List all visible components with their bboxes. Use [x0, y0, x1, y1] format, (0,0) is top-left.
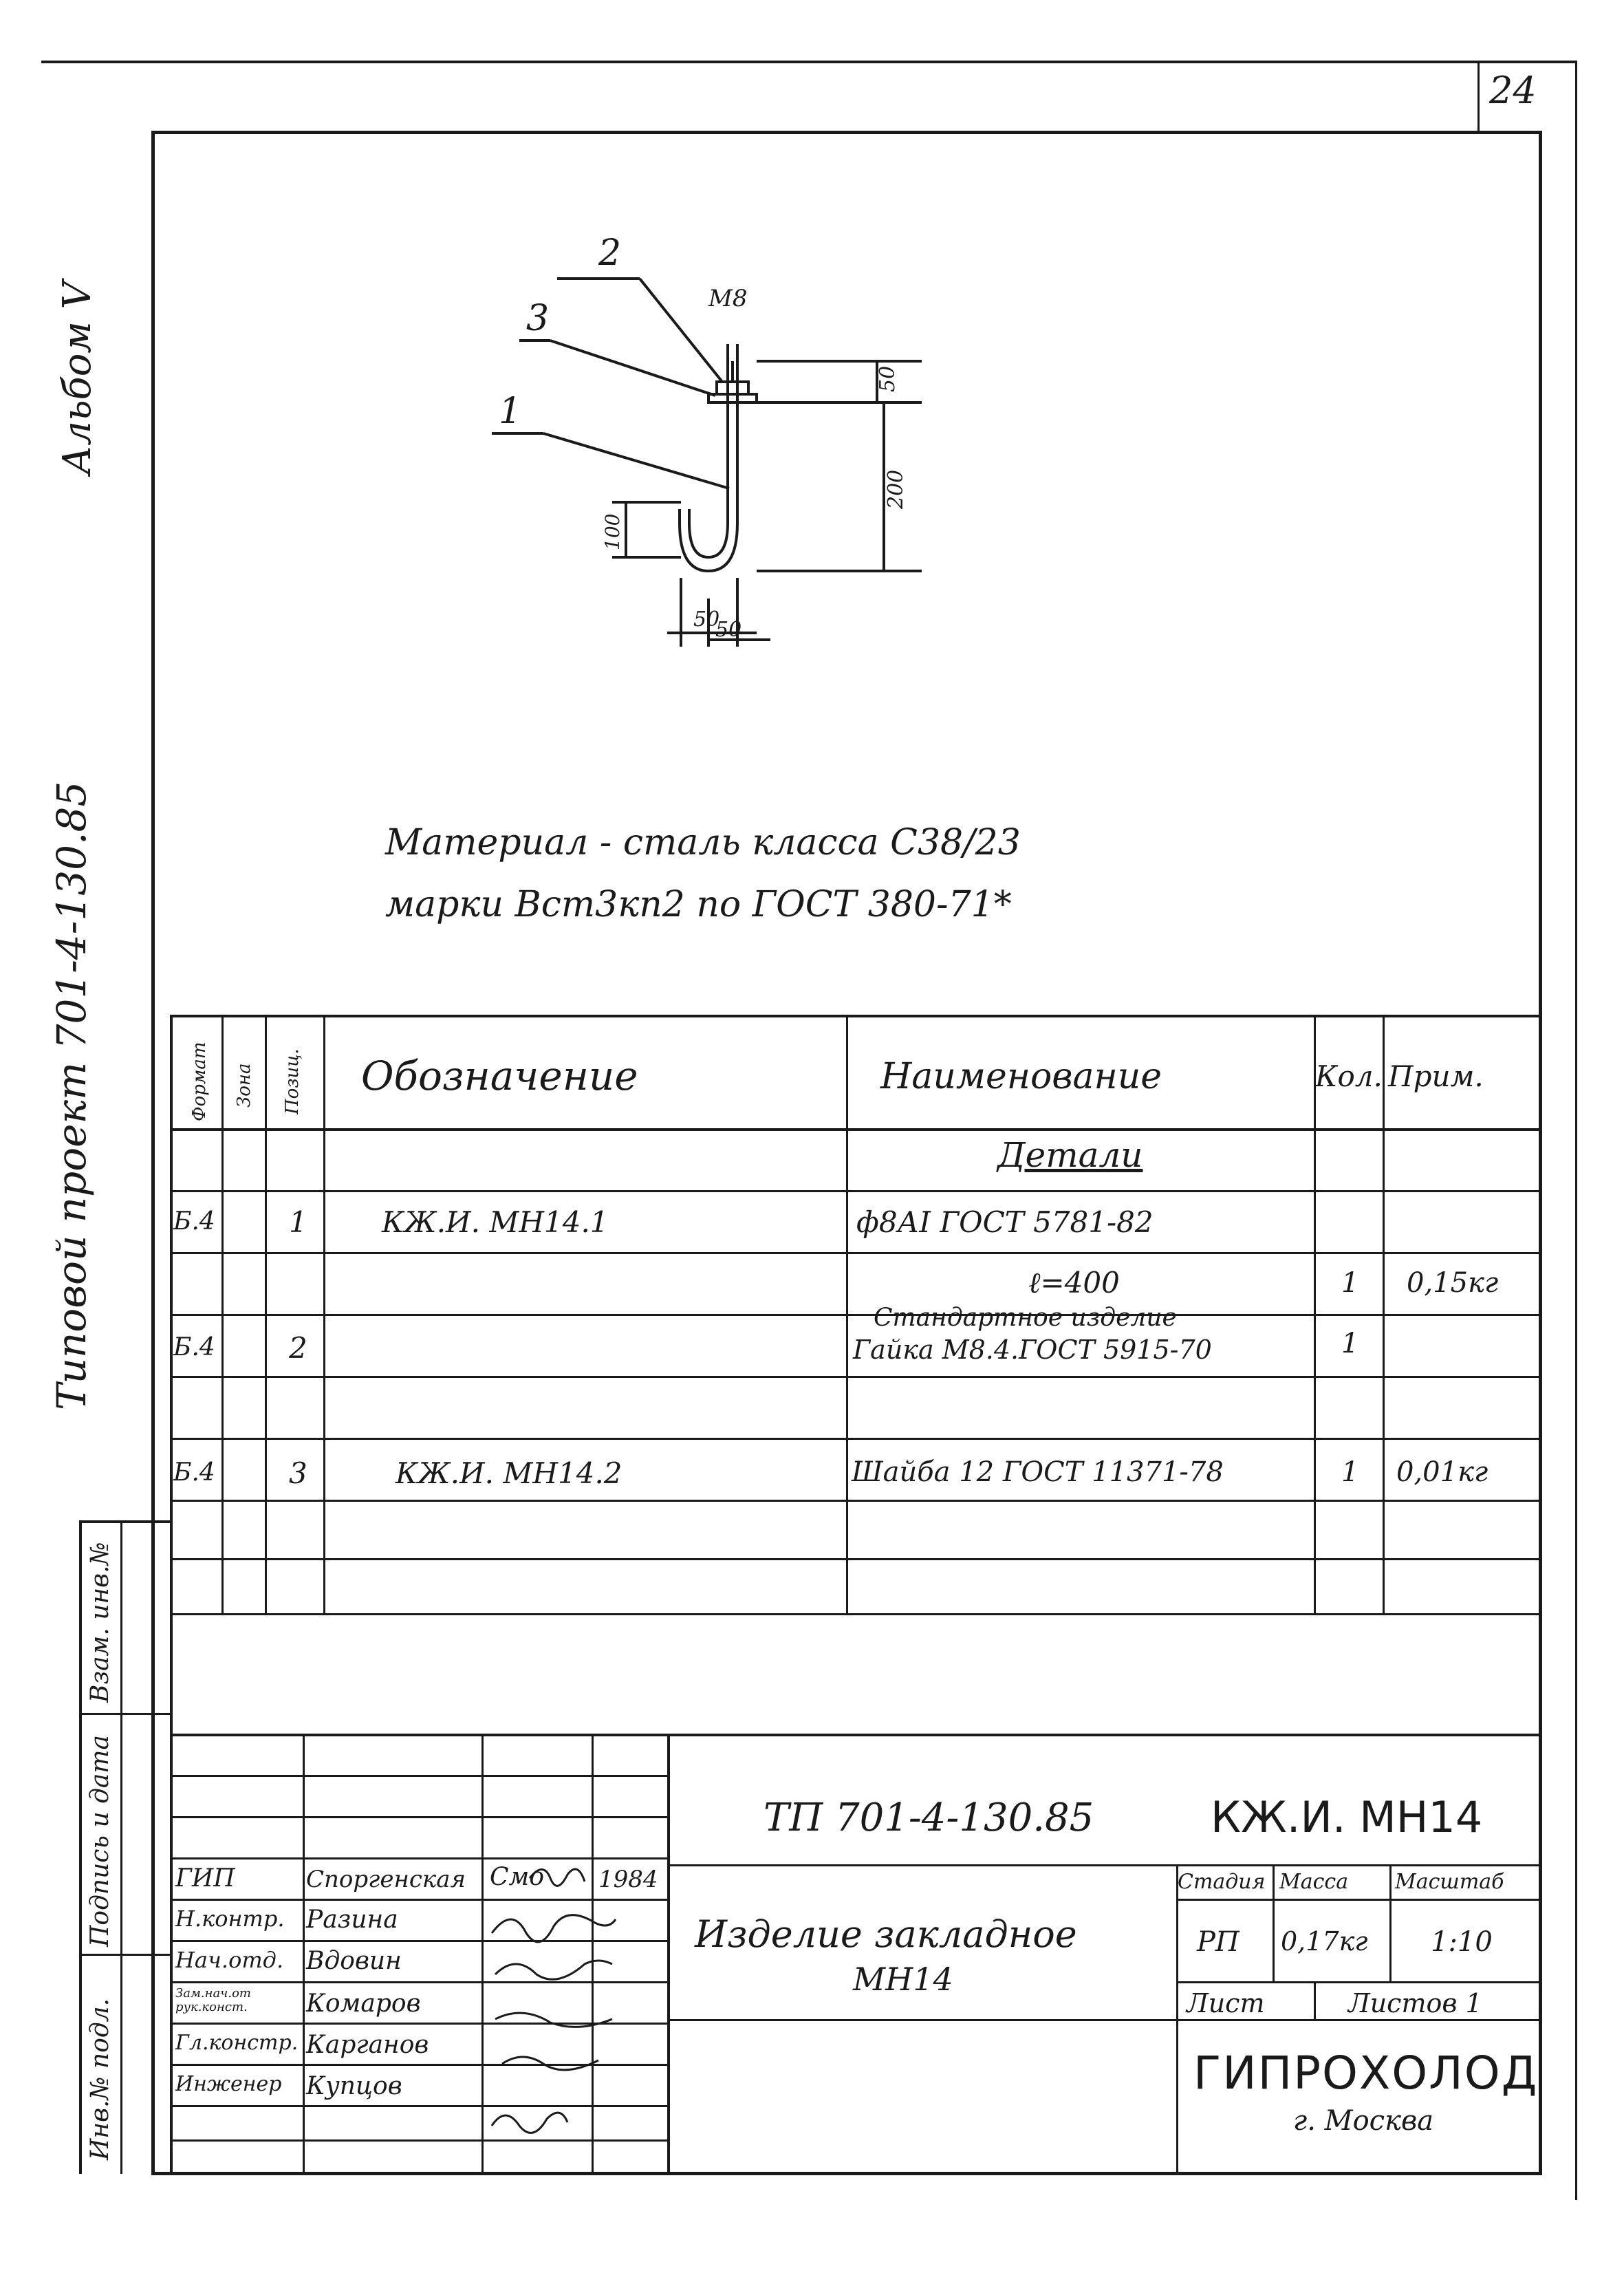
tb-hline: [1176, 2019, 1541, 2021]
person-role: Н.контр.: [175, 1906, 285, 1932]
tb-hline: [170, 1775, 667, 1777]
scale-label: Масштаб: [1395, 1870, 1504, 1894]
table-row-line: [170, 1252, 1540, 1254]
person-name: Разина: [306, 1906, 398, 1934]
callout-2: 2: [598, 233, 622, 274]
frame-bottom: [151, 2172, 1542, 2175]
table-row-line: [170, 1314, 1540, 1316]
header-name: Наименование: [880, 1056, 1162, 1097]
tb-vline: [303, 1734, 305, 2174]
table-header-bottom: [170, 1128, 1540, 1131]
table-row-format: Б.4: [173, 1333, 215, 1361]
section-title: Детали: [997, 1135, 1143, 1175]
table-col-line: [1383, 1015, 1385, 1613]
project-label: Типовой проект 701-4-130.85: [48, 781, 95, 1410]
tb-vline: [1176, 1864, 1178, 2174]
album-label: Альбом V: [55, 281, 100, 475]
table-col-line: [323, 1015, 325, 1613]
table-row-designation: КЖ.И. МН14.2: [396, 1456, 622, 1490]
org-city: г. Москва: [1293, 2105, 1434, 2137]
person-date: 1984: [598, 1866, 658, 1893]
thread-label: М8: [708, 285, 748, 312]
person-role: Нач.отд.: [175, 1947, 284, 1973]
table-row-format: Б.4: [173, 1458, 215, 1487]
sheet-box-left: [1477, 61, 1480, 131]
table-row-line: [170, 1558, 1540, 1560]
header-note: Прим.: [1388, 1059, 1484, 1093]
outer-right-rule: [1575, 61, 1577, 2200]
table-row-format: Б.4: [173, 1207, 215, 1236]
tb-hline: [170, 1816, 667, 1818]
callout-3: 3: [526, 298, 550, 339]
table-top: [170, 1015, 1540, 1017]
header-position: Позиц.: [282, 1048, 303, 1114]
tb-hline: [667, 2019, 1176, 2021]
sheets-label: Листов 1: [1348, 1988, 1482, 2018]
person-role: Гл.констр.: [175, 2031, 299, 2055]
scale-value: 1:10: [1431, 1926, 1493, 1958]
sheet-number: 24: [1489, 69, 1537, 112]
left-stamp-div: [79, 1713, 172, 1715]
person-role: Зам.нач.от рук.конст.: [175, 1986, 252, 2014]
title-block-top: [170, 1734, 1540, 1736]
material-line-2: марки Вст3кп2 по ГОСТ 380-71*: [385, 884, 1012, 925]
person-role: Инженер: [175, 2072, 282, 2096]
table-col-line: [1314, 1015, 1316, 1613]
callout-1: 1: [499, 391, 522, 432]
header-designation: Обозначение: [361, 1053, 638, 1099]
dim-200: 200: [884, 469, 908, 509]
person-sign: Смо: [490, 1863, 545, 1891]
inv-no-label: Инв.№ подл.: [86, 1998, 114, 2160]
person-name: Вдовин: [306, 1947, 402, 1975]
material-line-1: Материал - сталь класса С38/23: [385, 822, 1021, 863]
frame-top: [151, 131, 1541, 134]
tb-vline: [667, 1734, 670, 2174]
top-rule: [41, 61, 1575, 63]
tb-hline: [667, 1864, 1541, 1866]
table-row-line: [170, 1500, 1540, 1502]
table-left: [170, 1015, 173, 2174]
table-col-line: [846, 1015, 848, 1613]
left-stamp-mid: [120, 1520, 122, 2174]
header-zone: Зона: [234, 1063, 255, 1108]
tb-vline: [1314, 1981, 1316, 2019]
replace-inv-label: Взам. инв.№: [86, 1542, 114, 1703]
left-stamp-left: [79, 1520, 82, 2174]
table-row-line: [170, 1438, 1540, 1440]
mass-value: 0,17кг: [1281, 1926, 1368, 1956]
table-row-note: 0,15кг: [1407, 1267, 1499, 1299]
table-row-qty: 1: [1341, 1328, 1359, 1359]
table-row-line: [170, 1190, 1540, 1192]
signatures: [481, 1857, 640, 2146]
header-qty: Кол.: [1315, 1059, 1383, 1093]
table-row-pos: 1: [289, 1205, 307, 1239]
table-row-pos: 3: [289, 1456, 307, 1490]
table-row-name: ℓ=400: [1028, 1266, 1120, 1300]
frame-right: [1539, 131, 1542, 2174]
table-row-name: ф8АI ГОСТ 5781-82: [856, 1205, 1154, 1239]
stage-label: Стадия: [1178, 1870, 1266, 1894]
table-row-line: [170, 1613, 1540, 1615]
header-format: Формат: [189, 1042, 210, 1121]
table-row-name-2: Гайка М8.4.ГОСТ 5915-70: [853, 1335, 1212, 1365]
table-col-line: [221, 1015, 224, 1613]
frame-left: [151, 131, 155, 2174]
table-row-name: Стандартное изделие: [874, 1304, 1177, 1332]
anchor-drawing: [481, 220, 963, 674]
mass-label: Масса: [1279, 1870, 1349, 1894]
tb-vline: [1273, 1864, 1275, 1981]
doc-code: КЖ.И. МН14: [1211, 1792, 1483, 1842]
stage-value: РП: [1197, 1926, 1239, 1958]
left-stamp-top: [79, 1520, 172, 1523]
tb-hline: [1176, 1981, 1541, 1983]
table-col-line: [265, 1015, 267, 1613]
org-name: ГИПРОХОЛОД: [1193, 2047, 1539, 2100]
title-line-2: МН14: [853, 1961, 953, 1998]
tb-hline: [1176, 1899, 1541, 1901]
dim-50-bottom-outer: 50: [693, 607, 720, 632]
table-row-qty: 1: [1341, 1456, 1359, 1488]
person-name: Комаров: [306, 1990, 421, 2018]
left-stamp-div: [79, 1954, 172, 1956]
person-name: Купцов: [306, 2072, 402, 2100]
table-row-line: [170, 1376, 1540, 1378]
title-line-1: Изделие закладное: [695, 1912, 1077, 1956]
person-name: Споргенская: [306, 1866, 466, 1893]
table-row-designation: КЖ.И. МН14.1: [382, 1205, 609, 1239]
sign-date-label: Подпись и дата: [86, 1735, 114, 1947]
sheet-label: Лист: [1187, 1988, 1265, 2018]
tb-vline: [1389, 1864, 1392, 1981]
table-row-qty: 1: [1341, 1267, 1359, 1299]
table-row-note: 0,01кг: [1396, 1456, 1488, 1488]
person-role: ГИП: [175, 1864, 235, 1893]
dim-100: 100: [601, 513, 624, 550]
dim-50-bottom-inner: 50: [715, 618, 742, 642]
table-row-pos: 2: [289, 1331, 307, 1365]
project-code: ТП 701-4-130.85: [764, 1796, 1094, 1840]
person-name: Карганов: [306, 2031, 429, 2059]
dim-50-top: 50: [876, 365, 900, 392]
table-row-name: Шайба 12 ГОСТ 11371-78: [852, 1456, 1224, 1488]
